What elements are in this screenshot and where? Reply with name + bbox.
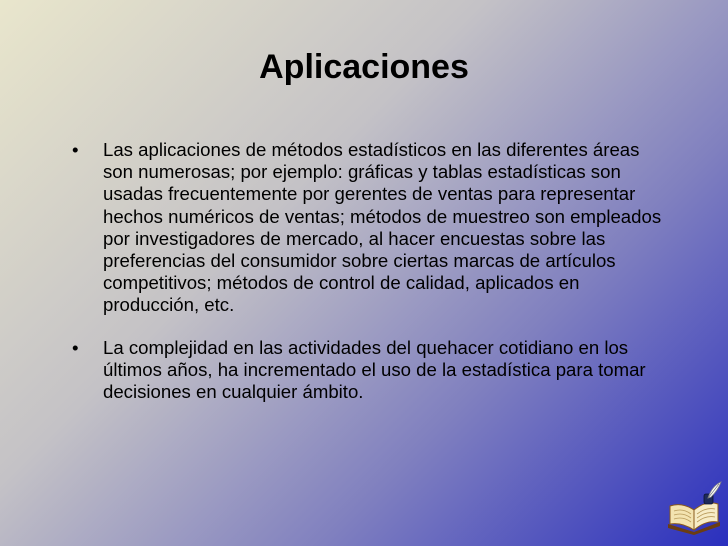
bullet-marker: • — [72, 336, 79, 358]
bullet-item — [72, 139, 662, 317]
bullet-marker: • — [72, 139, 79, 160]
bullet-text: La complejidad en las actividades del quehacer cotidiano en los últimos años, ha incrementado el uso de la estadística para tomar decisiones en cualquier ámbito. — [103, 336, 646, 403]
bullet-text: Las aplicaciones de métodos estadísticos en las diferentes áreas son numerosas; por ejemplo: gráficas y tablas estadísticas son usadas frecuentemente por gerentes de ventas para representar hechos numéricos de ventas; métodos de muestreo son empleados por investigadores de mercado, al hacer encuestas sobre las preferencias del consumidor sobre ciertas marcas de artículos competitivos; métodos de control de calidad, aplicados en producción, etc. — [103, 139, 662, 316]
bullet-list — [72, 139, 662, 403]
bullet-item — [72, 337, 662, 404]
open-book-with-quill-icon — [664, 480, 724, 536]
slide-title: Aplicaciones — [259, 48, 469, 86]
